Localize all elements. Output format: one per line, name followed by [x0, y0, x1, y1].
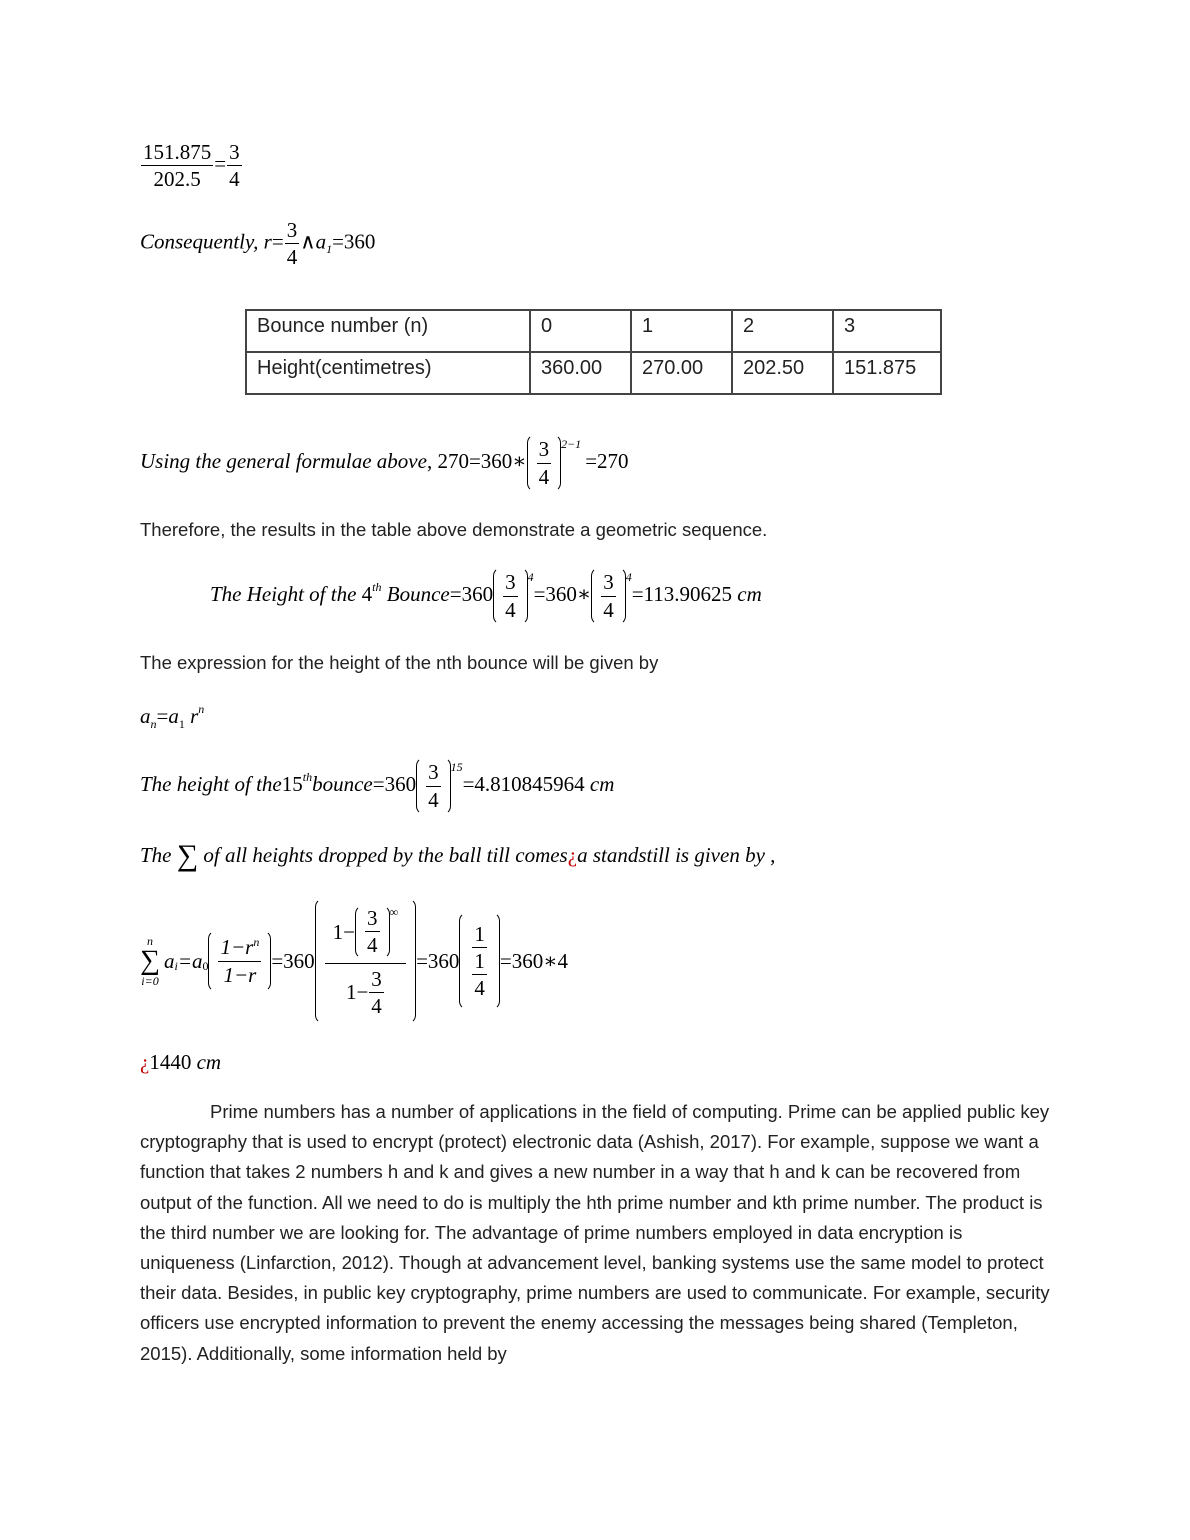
sigma-icon: ∑: [140, 945, 160, 976]
table-cell: Height(centimetres): [246, 352, 530, 394]
ratio-fraction: $\frac{3}{4}$: [538, 437, 550, 489]
one-over-quarter-fraction: $\frac{1}{\frac{1}{4}}$: [474, 921, 485, 1001]
ratio-result-fraction: $\frac{3}{4}$: [229, 140, 240, 192]
nth-sentence: The expression for the height of the nth bounce will be given by: [140, 652, 659, 673]
table-cell: 3: [833, 310, 941, 352]
table-cell: 270.00: [631, 352, 732, 394]
infinite-fraction: 1− $\frac{3}{4}$ ∞ 1− $\frac{3}{4}$: [325, 905, 406, 1017]
r-fraction: $\frac{3}{4}$: [286, 218, 298, 270]
ratio-fraction: $\frac{3}{4}$: [505, 570, 516, 622]
table-cell: 202.50: [732, 352, 833, 394]
sum-result: ¿1440 cm: [140, 1050, 222, 1074]
table-cell: 2: [732, 310, 833, 352]
ratio-fraction: $\frac{3}{4}$: [428, 760, 439, 812]
sum-sentence: The ∑ of all heights dropped by the ball till comes¿a standstill is given by ,: [140, 839, 776, 872]
prime-paragraph: Prime numbers has a number of applications in the field of computing. Prime can be applied public key cryptography that is used to encrypt (protect) electronic data (Ashish, 2017). For example, suppose we want a function that takes 2 numbers h and k and gives a new number in a way that h and k can be recovered from output of the function. All we need to do is multiply the hth prime number and kth prime number. The product is the third number we are looking for. The advantage of prime numbers employed in data encryption is uniqueness (Linfarction, 2012). Though at advancement level, banking systems use the same model to protect their data. Besides, in public key cryptography, prime numbers are used to communicate. For example, security officers use encrypted information to prevent the enemy accessing the messages being shared (Templeton, 2015). Additionally, some information held by: [140, 1101, 1050, 1364]
general-formula-equation: Using the general formulae above, 270=360∗ $\frac{3}{4}$ $^{2-1}$=270: [140, 434, 629, 492]
ratio-fraction: $\frac{3}{4}$: [603, 570, 614, 622]
table-row: [246, 310, 941, 352]
series-sum-equation: n ∑ i=0 a i =a 0 $\frac{1-r^n}{1-r}$ =360 1− $\frac{3}{4}$ ∞ 1− $\frac{3}{4}$ =360 $\frac{1}{\frac{1}{4}}$ =360∗4: [140, 897, 568, 1025]
ratio-fraction: $\frac{151.875}{202.5}$: [143, 140, 212, 192]
table-cell: 0: [530, 310, 631, 352]
consequently-equation: Consequently, r= $\frac{3}{4}$ $\wedge a_1=360$: [140, 218, 376, 270]
ratio-equation: $\frac{151.875}{202.5}$ = $\frac{3}{4}$: [143, 140, 240, 192]
fifteenth-bounce-equation: The height of the15thbounce=360 $\frac{3}{4}$ $^{15}$=4.810845964 cm: [140, 757, 614, 815]
nth-term-equation: $a_n=a_1$ $r^n$: [140, 702, 205, 731]
geometric-fraction: $\frac{1-r^n}{1-r}$: [220, 935, 260, 987]
geometric-sentence: Therefore, the results in the table above demonstrate a geometric sequence.: [140, 519, 768, 540]
table-row: [246, 352, 941, 394]
table-cell: 1: [631, 310, 732, 352]
bounce-table: [245, 309, 942, 395]
table-cell: 360.00: [530, 352, 631, 394]
table-cell: Bounce number (n): [246, 310, 530, 352]
sigma-block: n ∑ i=0: [140, 934, 160, 988]
sigma-icon: ∑: [176, 839, 199, 872]
table-cell: 151.875: [833, 352, 941, 394]
fourth-bounce-equation: The Height of the 4th Bounce=360 $\frac{3}{4}$ $^4$=360∗ $\frac{3}{4}$ $^4$=113.90625 cm: [210, 567, 762, 625]
